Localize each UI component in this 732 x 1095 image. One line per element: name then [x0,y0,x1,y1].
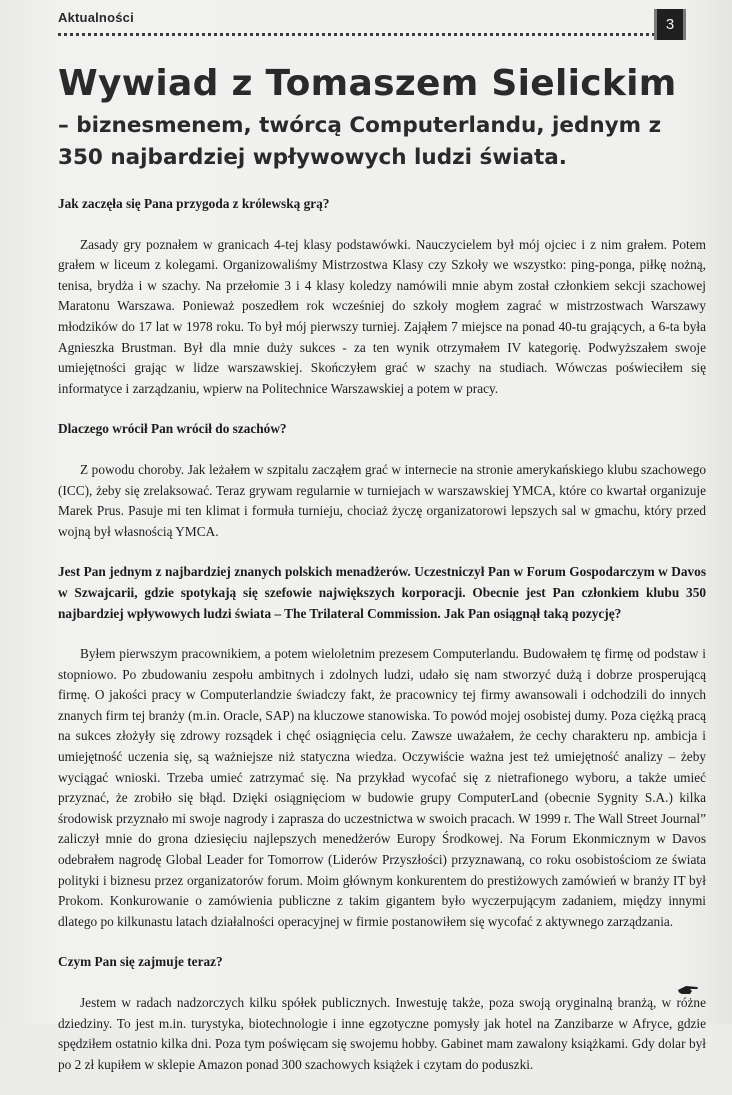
article-title: Wywiad z Tomaszem Sielickim [58,63,677,104]
interview-answer-1: Zasady gry poznałem w granicach 4-tej klasy podstawówki. Nauczycielem był mój ojciec i z nim grałem. Potem grałem w liceum z kolegami. Organizowaliśmy Mistrzostwa Klasy czy Szkoły we wszystko: ping-ponga, piłkę nożną, tenisa, brydża i w szachy. Na przełomie 3 i 4 klasy koledzy namówili mnie abym został członkiem sekcji szachowej Maratonu Warszawa. Ponieważ poszedłem rok wcześniej do szkoły mogłem zagrać w mistrzostwach Warszawy młodzików do 17 lat w 1978 roku. To był mój pierwszy turniej. Zająłem 7 miejsce na ponad 40-tu grających, a 6-ta była Agnieszka Brustman. Był dla mnie duży sukces - za ten wynik otrzymałem IV kategorię. Podwyższałem swoje umiejętności grając w lidze warszawskiej. Skończyłem grać w szachy na studiach. Wówczas poświeciłem się informatyce i zarządzaniu, wpierw na Politechnice Warszawskiej a potem w pracy. [58,236,706,396]
interview-question-3: Jest Pan jednym z najbardziej znanych polskich menadżerów. Uczestniczył Pan w Forum Gospodarczym w Davos w Szwajcarii, gdzie spotykają się szefowie największych korporacji. Obecnie jest Pan członkiem klubu 350 najbardziej wpływowych ludzi świata – The Trilateral Commission. Jak Pan osiągnął taką pozycję? [58,564,706,621]
interview-answer-4: Jestem w radach nadzorczych kilku spółek publicznych. Inwestuję także, poza swoją oryginalną branżą, w różne dziedziny. To jest m.in. turystyka, biotechnologie i inne egzotyczne pomysły jak hotel na Zanzibarze w Afryce, gdzie spędziłem ostatnio kilka dni. Poza tym poświęcam się swojemu hobby. Gabinet mam zawalony książkami. Gdy dolar był po 2 zł kupiłem w sklepie Amazon ponad 300 szachowych książek i czytam do poduszki. [58,995,706,1072]
interview-question-1: Jak zaczęła się Pana przygoda z królewską grą? [58,196,330,211]
interview-question-4: Czym Pan się zajmuje teraz? [58,954,223,970]
interview-answer-3: Byłem pierwszym pracownikiem, a potem wieloletnim prezesem Computerlandu. Budowałem tę firmę od podstaw i stopniowo. Po zbudowaniu zespołu ambitnych i zdolnych ludzi, udało się nam stworzyć dużą i dobrze prosperującą firmę. O jakości pracy w Computerlandzie świadczy fakt, że pracownicy tej firmy awansowali i odchodzili do innych znanych firm tej branży (m.in. Oracle, SAP) na kluczowe stanowiska. To powód mojej osobistej dumy. Poza ciężką pracą na sukces złożyły się zdrowy rozsądek i chęć osiągnięcia celu. Zawsze uważałem, że cechy charakteru np. ambicja i umiejętność uczenia się, są ważniejsze niż statyczna wiedza. Oczywiście ważna jest też umiejętność analizy – żeby wyciągać wnioski. Trzeba umieć zatrzymać się. Na przykład wycofać się z nietrafionego wyboru, a także umieć przyznać, że zrobiło się błąd. Dzięki osiągnięciom w budowie grupy ComputerLand (obecnie Sygnity S.A.) kilka środowisk przyznało mi swoje nagrody i zaprasza do uczestnictwa w swoich pracach. W 1999 r. The Wall Street Journal” zaliczył mnie do grona dziesięciu najlepszych menedżerów Europy Środkowej. Na Forum Ekonmicznym w Davos odebrałem nagrodę Global Leader for Tomorrow (Liderów Przyszłości) przyznawaną, co roku osobistościom ze świata polityki i biznesu przez organizatorów forum. Moim głównym konkurentem do prestiżowych zamówień w branży IT był Prokom. Konkurowanie o zamówienia publiczne z takim gigantem było wyczerpującym zadaniem, między innymi dlatego po kilkunastu latach działalności operacyjnej w firmie postanowiłem się wycofać z aktywnego zarządzania. [58,646,706,929]
interview-answer-2: Z powodu choroby. Jak leżałem w szpitalu zacząłem grać w internecie na stronie amerykańskiego klubu szachowego (ICC), żeby się zrelaksować. Teraz grywam regularnie w turniejach w warszawskiej YMCA, które co kwartał organizuje Marek Prus. Pasuje mi ten klimat i formuła turnieju, chociaż życzę organizatorowi lepszych sal w gmachu, który przed wojną był własnością YMCA. [58,461,706,539]
article-body [58,194,706,1095]
article-subtitle: – biznesmenem, twórcą Computerlandu, jednym z 350 najbardziej wpływowych ludzi świata. [58,113,662,170]
page-header [58,6,698,36]
dotted-rule [58,33,661,36]
page-number: 3 [654,9,686,40]
pointing-hand-icon [677,983,699,997]
section-label: Aktualności [58,10,134,25]
interview-question-2: Dlaczego wrócił Pan wrócił do szachów? [58,421,287,437]
